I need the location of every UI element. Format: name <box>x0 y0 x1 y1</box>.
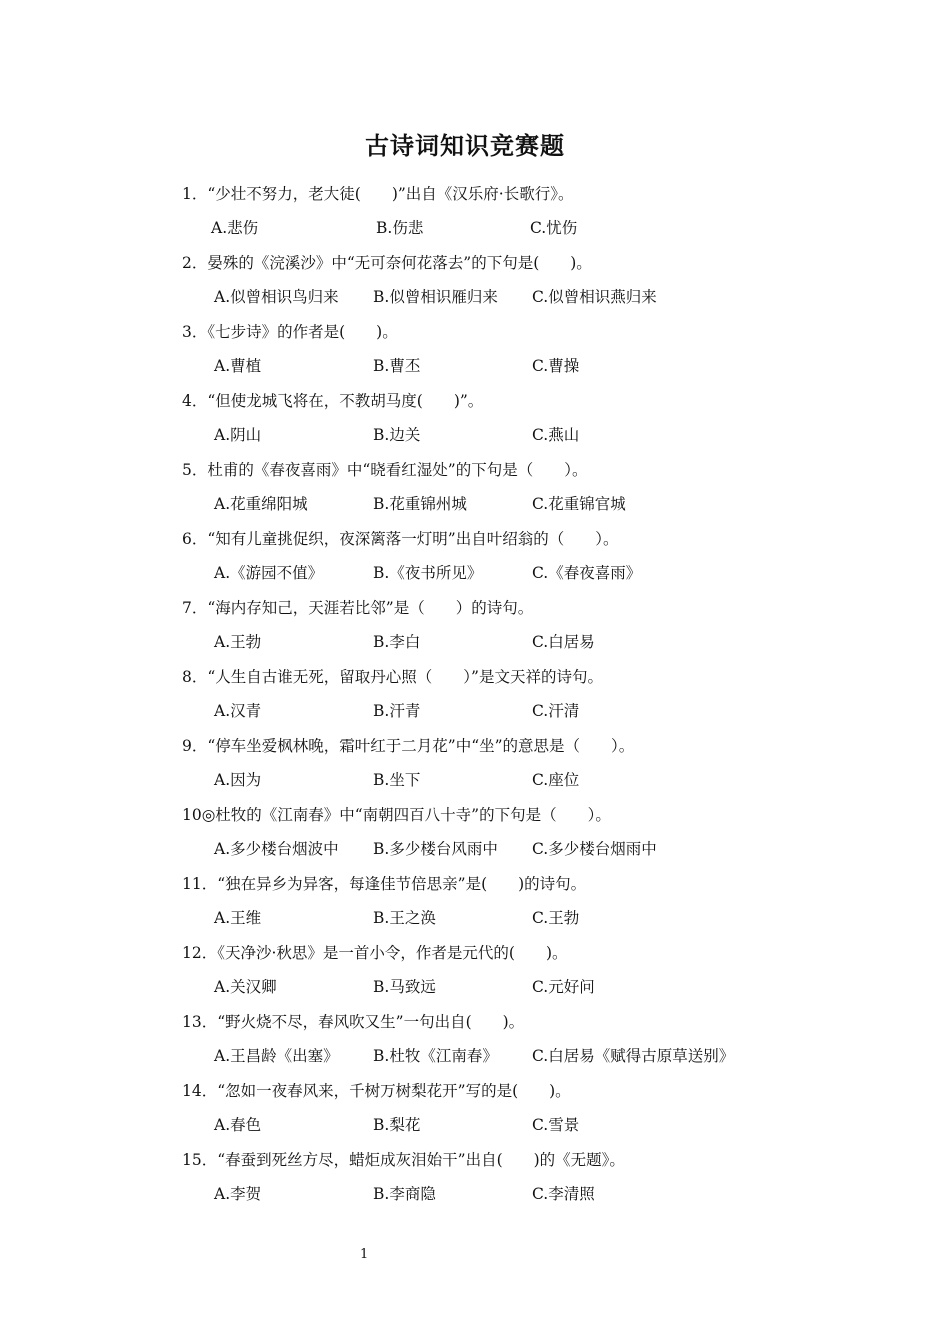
page-number: 1 <box>360 1247 369 1262</box>
option-b: B.花重锦州城 <box>373 495 467 513</box>
question-text: 6．“知有儿童挑促织，夜深篱落一灯明”出自叶绍翁的（ ）。 <box>182 530 619 548</box>
question-item <box>182 243 822 312</box>
option-c: C.雪景 <box>532 1116 580 1134</box>
question-text: 15．“春蚕到死丝方尽，蜡炬成灰泪始干”出自( )的《无题》。 <box>182 1151 625 1169</box>
question-item <box>182 933 822 1002</box>
option-c: C.多少楼台烟雨中 <box>532 840 657 858</box>
option-c: C.曹操 <box>532 357 580 375</box>
option-c: C.忧伤 <box>530 219 578 237</box>
option-c: C.花重锦官城 <box>532 495 626 513</box>
option-a: A.王昌龄《出塞》 <box>214 1047 339 1065</box>
question-item <box>182 657 822 726</box>
question-item <box>182 726 822 795</box>
question-item <box>182 381 822 450</box>
option-b: B.梨花 <box>373 1116 421 1134</box>
option-a: A.王勃 <box>214 633 262 651</box>
question-text: 2．晏殊的《浣溪沙》中“无可奈何花落去”的下句是( )。 <box>182 254 592 272</box>
question-item <box>182 519 822 588</box>
option-b: B.曹丕 <box>373 357 421 375</box>
option-c: C.《春夜喜雨》 <box>532 564 642 582</box>
option-b: B.多少楼台风雨中 <box>373 840 498 858</box>
question-item <box>182 864 822 933</box>
option-c: C.燕山 <box>532 426 580 444</box>
option-a: A.因为 <box>214 771 262 789</box>
question-item <box>182 174 822 243</box>
question-item <box>182 1140 822 1209</box>
option-b: B.马致远 <box>373 978 436 996</box>
option-b: B.汗青 <box>373 702 421 720</box>
question-text: 7．“海内存知己，天涯若比邻”是（ ）的诗句。 <box>182 599 534 617</box>
option-b: B.边关 <box>373 426 421 444</box>
question-text: 12．《天净沙·秋思》是一首小令，作者是元代的( )。 <box>182 944 568 962</box>
option-b: B.坐下 <box>373 771 421 789</box>
option-a: A.悲伤 <box>211 219 259 237</box>
option-c: C.白居易《赋得古原草送别》 <box>532 1047 735 1065</box>
option-b: B.李商隐 <box>373 1185 436 1203</box>
question-text: 4．“但使龙城飞将在，不教胡马度( )”。 <box>182 392 484 410</box>
question-item <box>182 795 822 864</box>
question-item <box>182 1071 822 1140</box>
option-a: A.花重绵阳城 <box>214 495 308 513</box>
question-item <box>182 588 822 657</box>
option-b: B.王之涣 <box>373 909 436 927</box>
page-title: 古诗词知识竞赛题 <box>365 132 565 160</box>
option-c: C.王勃 <box>532 909 580 927</box>
option-c: C.李清照 <box>532 1185 595 1203</box>
option-a: A.李贺 <box>214 1185 262 1203</box>
option-a: A.曹植 <box>214 357 262 375</box>
option-c: C.元好问 <box>532 978 595 996</box>
option-b: B.杜牧《江南春》 <box>373 1047 498 1065</box>
option-a: A.《游园不值》 <box>214 564 324 582</box>
option-c: C.白居易 <box>532 633 595 651</box>
option-a: A.阴山 <box>214 426 262 444</box>
option-c: C.似曾相识燕归来 <box>532 288 657 306</box>
question-text: 3．《七步诗》的作者是( )。 <box>182 323 398 341</box>
question-item <box>182 450 822 519</box>
option-a: A.关汉卿 <box>214 978 277 996</box>
option-b: B.《夜书所见》 <box>373 564 483 582</box>
option-c: C.座位 <box>532 771 580 789</box>
option-a: A.汉青 <box>214 702 262 720</box>
question-text: 10◎杜牧的《江南春》中“南朝四百八十寺”的下句是（ ）。 <box>182 806 611 824</box>
question-text: 14．“忽如一夜春风来，千树万树梨花开”写的是( )。 <box>182 1082 571 1100</box>
question-text: 5．杜甫的《春夜喜雨》中“晓看红湿处”的下句是（ ）。 <box>182 461 588 479</box>
option-a: A.春色 <box>214 1116 262 1134</box>
question-text: 8．“人生自古谁无死，留取丹心照（ ）”是文天祥的诗句。 <box>182 668 603 686</box>
option-b: B.似曾相识雁归来 <box>373 288 498 306</box>
question-item <box>182 1002 822 1071</box>
question-text: 11．“独在异乡为异客，每逢佳节倍思亲”是( )的诗句。 <box>182 875 587 893</box>
option-b: B.李白 <box>373 633 421 651</box>
option-a: A.多少楼台烟波中 <box>214 840 339 858</box>
question-item <box>182 312 822 381</box>
question-text: 13．“野火烧不尽，春风吹又生”一句出自( )。 <box>182 1013 525 1031</box>
option-c: C.汗清 <box>532 702 580 720</box>
question-text: 1．“少壮不努力，老大徒( )”出自《汉乐府·长歌行》。 <box>182 185 574 203</box>
question-list <box>182 174 822 1209</box>
option-a: A.王维 <box>214 909 262 927</box>
option-a: A.似曾相识鸟归来 <box>214 288 339 306</box>
question-text: 9．“停车坐爱枫林晚，霜叶红于二月花”中“坐”的意思是（ ）。 <box>182 737 635 755</box>
option-b: B.伤悲 <box>376 219 424 237</box>
